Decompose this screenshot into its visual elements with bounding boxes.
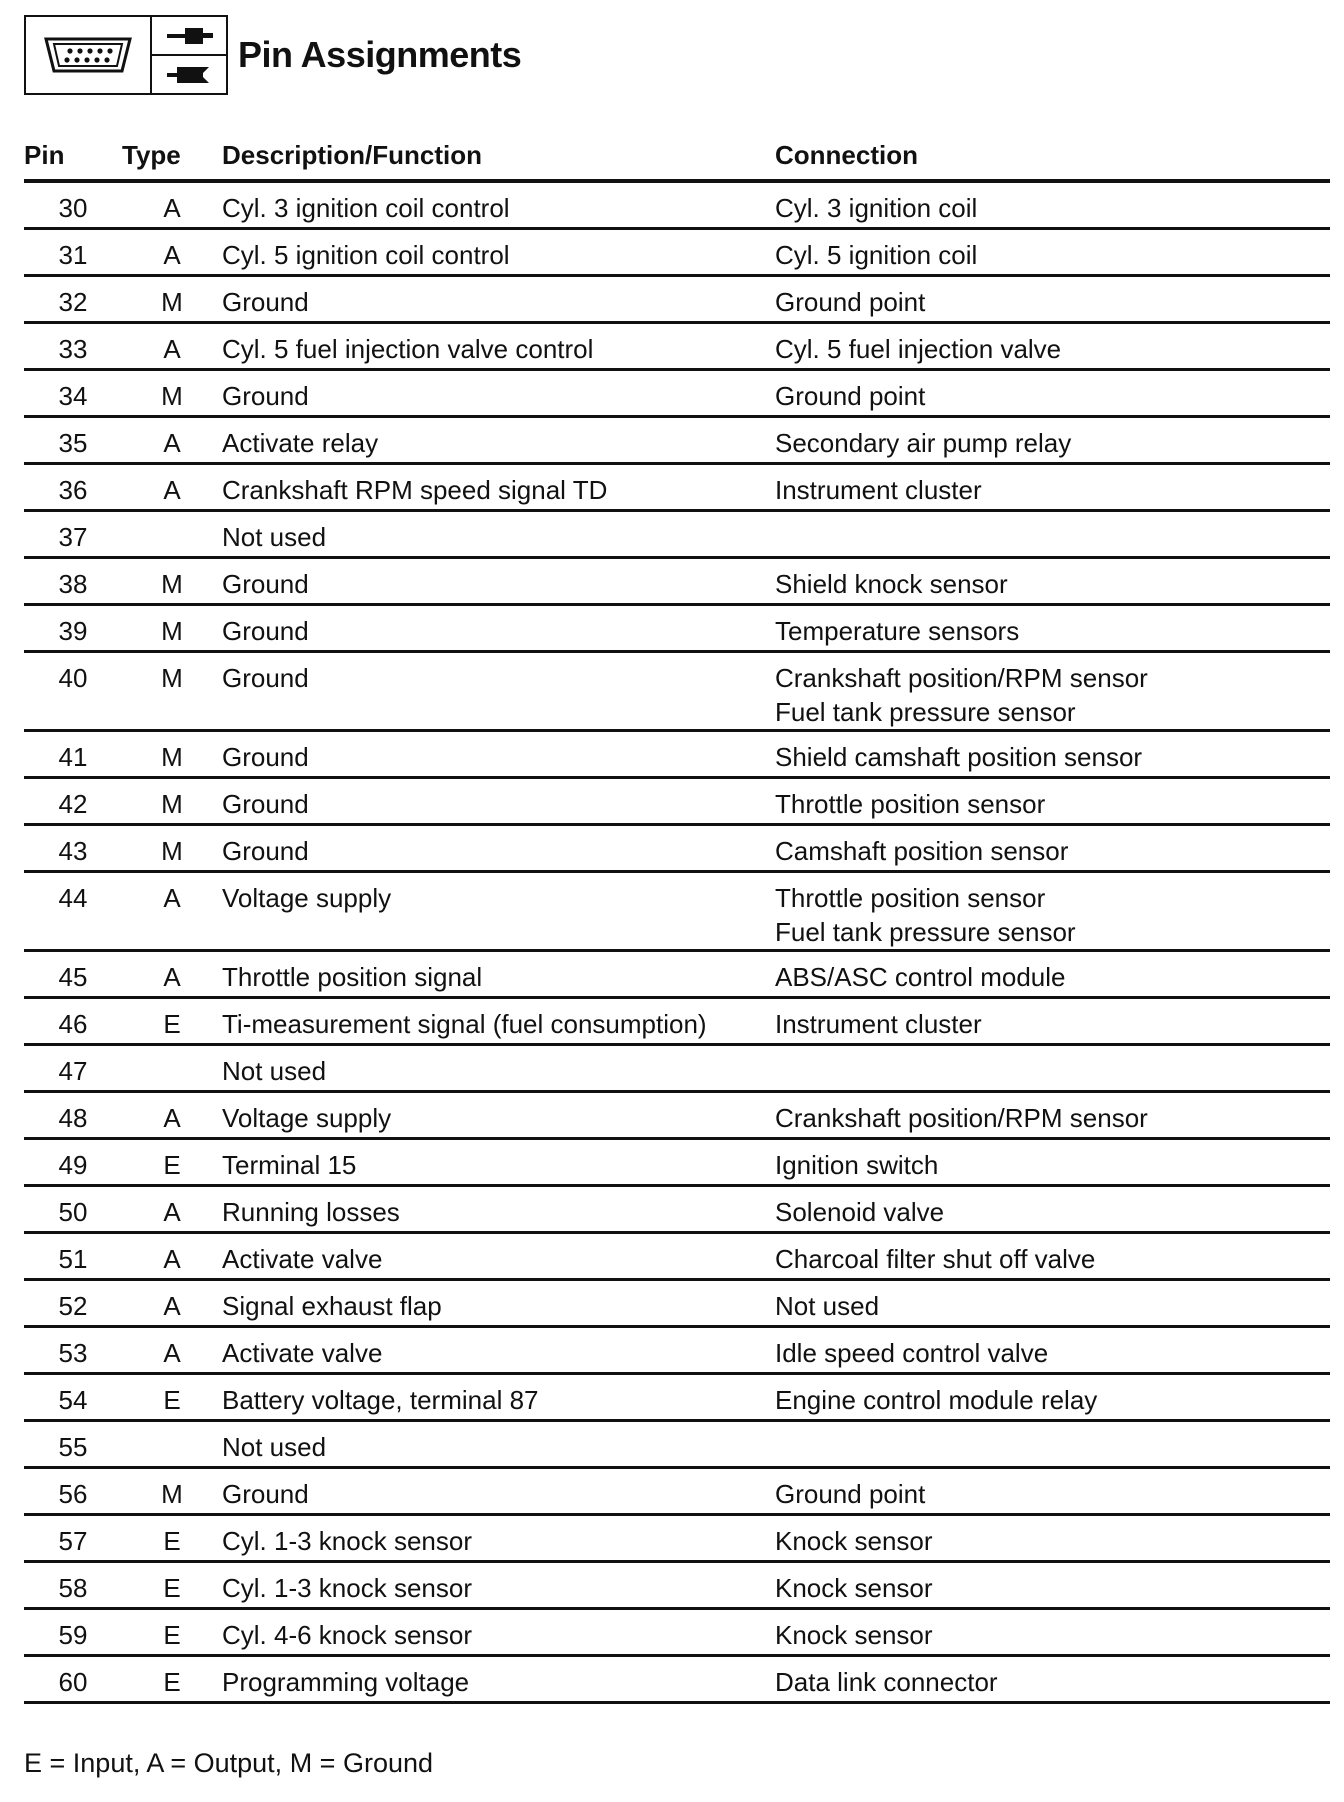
description-cell — [222, 181, 775, 229]
description-cell — [222, 1421, 775, 1468]
pin-cell — [24, 1656, 122, 1703]
type-cell — [122, 872, 222, 951]
connection-cell — [775, 1562, 1330, 1609]
pin-cell — [24, 652, 122, 731]
description-text: Voltage supply — [222, 883, 392, 913]
pin-cell — [24, 1374, 122, 1421]
description-text: Crankshaft RPM speed signal TD — [222, 475, 608, 505]
pin-cell — [24, 276, 122, 323]
connection-text: Cyl. 3 ignition coil — [775, 193, 978, 223]
connection-text: Shield knock sensor — [775, 569, 1008, 599]
type-text: A — [163, 240, 181, 270]
pin-cell — [24, 998, 122, 1045]
table-row — [24, 951, 1330, 998]
pin-text: 45 — [58, 962, 88, 992]
connection-text: Ground point — [775, 1479, 926, 1509]
type-text: E — [163, 1667, 181, 1697]
pin-text: 52 — [58, 1291, 88, 1321]
connection-cell — [775, 1609, 1330, 1656]
table-row — [24, 605, 1330, 652]
description-cell — [222, 872, 775, 951]
pin-cell — [24, 1421, 122, 1468]
connection-text: Charcoal filter shut off valve — [775, 1244, 1096, 1274]
type-text: A — [163, 1244, 181, 1274]
pin-cell — [24, 323, 122, 370]
pin-text: 50 — [58, 1197, 88, 1227]
pin-text: 53 — [58, 1338, 88, 1368]
pin-text: 55 — [58, 1432, 88, 1462]
description-cell — [222, 1656, 775, 1703]
pin-text: 38 — [58, 569, 88, 599]
connection-text: Ground point — [775, 287, 926, 317]
description-cell — [222, 229, 775, 276]
connection-text: Instrument cluster — [775, 475, 982, 505]
type-cell — [122, 1515, 222, 1562]
type-text: E — [163, 1150, 181, 1180]
pin-text: 59 — [58, 1620, 88, 1650]
pin-cell — [24, 1233, 122, 1280]
description-cell — [222, 558, 775, 605]
description-text: Cyl. 5 ignition coil control — [222, 240, 510, 270]
connection-cell — [775, 1656, 1330, 1703]
pin-text: 34 — [58, 381, 88, 411]
table-row — [24, 276, 1330, 323]
type-text: E — [163, 1009, 181, 1039]
description-text: Ground — [222, 1479, 309, 1509]
pin-text: 47 — [58, 1056, 88, 1086]
description-cell — [222, 951, 775, 998]
description-text: Terminal 15 — [222, 1150, 357, 1180]
pin-text: 35 — [58, 428, 88, 458]
connection-text: Cyl. 5 fuel injection valve — [775, 334, 1062, 364]
type-text: A — [163, 428, 181, 458]
description-cell — [222, 1562, 775, 1609]
description-cell — [222, 1233, 775, 1280]
connection-text: Knock sensor — [775, 1526, 933, 1556]
type-cell — [122, 323, 222, 370]
pin-cell — [24, 1327, 122, 1374]
type-cell — [122, 370, 222, 417]
table-header-row — [24, 136, 1330, 181]
type-cell — [122, 229, 222, 276]
description-cell — [222, 1374, 775, 1421]
table-row — [24, 1139, 1330, 1186]
table-row — [24, 1327, 1330, 1374]
pin-text: 42 — [58, 789, 88, 819]
type-text: A — [163, 334, 181, 364]
pin-in-icon — [152, 56, 226, 93]
type-cell — [122, 778, 222, 825]
table-row — [24, 872, 1330, 951]
connection-text: Cyl. 5 ignition coil — [775, 240, 978, 270]
pin-cell — [24, 1280, 122, 1327]
description-cell — [222, 778, 775, 825]
table-row — [24, 417, 1330, 464]
pin-cell — [24, 1139, 122, 1186]
connection-cell — [775, 558, 1330, 605]
type-text: M — [161, 742, 183, 772]
table-row — [24, 558, 1330, 605]
type-text: A — [163, 1197, 181, 1227]
connection-text — [775, 1430, 1330, 1464]
column-header-description: Description/Function — [222, 136, 775, 181]
table-row — [24, 1280, 1330, 1327]
pin-cell — [24, 872, 122, 951]
description-text: Voltage supply — [222, 1103, 392, 1133]
pin-assignments-table — [24, 136, 1330, 1704]
pin-out-icon — [152, 17, 226, 56]
type-cell — [122, 1139, 222, 1186]
description-text: Cyl. 4-6 knock sensor — [222, 1620, 472, 1650]
pin-text: 57 — [58, 1526, 88, 1556]
connection-cell — [775, 825, 1330, 872]
table-row — [24, 511, 1330, 558]
connection-cell — [775, 323, 1330, 370]
connection-cell — [775, 652, 1330, 731]
pin-text: 36 — [58, 475, 88, 505]
description-text: Not used — [222, 1432, 327, 1462]
connection-text: Solenoid valve — [775, 1197, 945, 1227]
type-cell — [122, 1092, 222, 1139]
description-text: Ground — [222, 742, 309, 772]
description-cell — [222, 652, 775, 731]
description-cell — [222, 1045, 775, 1092]
table-row — [24, 778, 1330, 825]
description-text: Cyl. 3 ignition coil control — [222, 193, 510, 223]
description-cell — [222, 323, 775, 370]
connection-cell — [775, 1139, 1330, 1186]
connection-cell — [775, 872, 1330, 951]
type-text — [122, 512, 222, 520]
type-text: E — [163, 1573, 181, 1603]
type-text: A — [163, 1103, 181, 1133]
description-text: Battery voltage, terminal 87 — [222, 1385, 539, 1415]
type-text: A — [163, 883, 181, 913]
connector-plug-icon — [26, 17, 152, 93]
pin-text: 33 — [58, 334, 88, 364]
pin-cell — [24, 181, 122, 229]
description-cell — [222, 1327, 775, 1374]
type-cell — [122, 276, 222, 323]
type-cell — [122, 731, 222, 778]
table-body — [24, 181, 1330, 1703]
description-text: Ground — [222, 569, 309, 599]
type-cell — [122, 605, 222, 652]
description-cell — [222, 1186, 775, 1233]
type-cell — [122, 1468, 222, 1515]
page-title: Pin Assignments — [238, 34, 522, 75]
type-text: M — [161, 663, 183, 693]
table-row — [24, 1656, 1330, 1703]
connection-cell — [775, 1186, 1330, 1233]
connection-text: Instrument cluster — [775, 1009, 982, 1039]
type-text — [122, 1046, 222, 1054]
connection-cell — [775, 1421, 1330, 1468]
table-row — [24, 1092, 1330, 1139]
pin-cell — [24, 951, 122, 998]
pin-text: 43 — [58, 836, 88, 866]
table-row — [24, 229, 1330, 276]
type-text: M — [161, 616, 183, 646]
type-text: A — [163, 193, 181, 223]
connection-cell — [775, 1092, 1330, 1139]
pin-cell — [24, 417, 122, 464]
description-cell — [222, 1515, 775, 1562]
description-text: Ti-measurement signal (fuel consumption) — [222, 1009, 707, 1039]
connection-cell — [775, 181, 1330, 229]
type-text: A — [163, 475, 181, 505]
table-row — [24, 1468, 1330, 1515]
pin-cell — [24, 1045, 122, 1092]
description-text: Programming voltage — [222, 1667, 470, 1697]
description-text: Ground — [222, 836, 309, 866]
type-text: E — [163, 1526, 181, 1556]
connection-cell — [775, 464, 1330, 511]
description-text: Ground — [222, 381, 309, 411]
pin-text: 46 — [58, 1009, 88, 1039]
type-cell — [122, 998, 222, 1045]
type-cell — [122, 1186, 222, 1233]
connection-cell — [775, 276, 1330, 323]
pin-cell — [24, 778, 122, 825]
type-text — [122, 1422, 222, 1430]
description-text: Signal exhaust flap — [222, 1291, 442, 1321]
connection-text: Not used — [775, 1291, 880, 1321]
type-cell — [122, 1374, 222, 1421]
description-cell — [222, 731, 775, 778]
type-cell — [122, 1562, 222, 1609]
header-icon-box — [24, 15, 228, 95]
table-row — [24, 652, 1330, 731]
table-row — [24, 1233, 1330, 1280]
type-cell — [122, 181, 222, 229]
type-text: E — [163, 1620, 181, 1650]
type-cell — [122, 511, 222, 558]
connection-text: Data link connector — [775, 1667, 998, 1697]
description-cell — [222, 1280, 775, 1327]
description-cell — [222, 1092, 775, 1139]
connection-cell — [775, 1468, 1330, 1515]
table-row — [24, 370, 1330, 417]
connection-cell — [775, 731, 1330, 778]
page-header — [24, 14, 521, 96]
description-cell — [222, 825, 775, 872]
type-text: M — [161, 789, 183, 819]
connection-cell — [775, 1515, 1330, 1562]
pin-text: 37 — [58, 522, 88, 552]
description-text: Not used — [222, 522, 327, 552]
description-cell — [222, 1609, 775, 1656]
pin-text: 60 — [58, 1667, 88, 1697]
connection-cell — [775, 778, 1330, 825]
connection-text: Ignition switch — [775, 1150, 939, 1180]
table-row — [24, 1045, 1330, 1092]
connection-text: Ground point — [775, 381, 926, 411]
type-text: A — [163, 962, 181, 992]
connection-text: Temperature sensors — [775, 616, 1020, 646]
connection-text — [775, 1054, 1330, 1088]
description-cell — [222, 1139, 775, 1186]
column-header-type: Type — [122, 136, 222, 181]
type-cell — [122, 951, 222, 998]
connection-text: Throttle position sensor — [775, 883, 1046, 913]
type-cell — [122, 1280, 222, 1327]
table-row — [24, 1421, 1330, 1468]
type-text: M — [161, 569, 183, 599]
description-text: Ground — [222, 789, 309, 819]
pin-cell — [24, 558, 122, 605]
pin-cell — [24, 511, 122, 558]
connection-cell — [775, 511, 1330, 558]
connection-cell — [775, 605, 1330, 652]
pin-text: 41 — [58, 742, 88, 772]
connection-text: Knock sensor — [775, 1573, 933, 1603]
connection-cell — [775, 417, 1330, 464]
pin-text: 56 — [58, 1479, 88, 1509]
type-text: M — [161, 836, 183, 866]
pin-text: 30 — [58, 193, 88, 223]
table-row — [24, 464, 1330, 511]
description-cell — [222, 605, 775, 652]
table-row — [24, 181, 1330, 229]
connection-text: Crankshaft position/RPM sensor — [775, 1103, 1148, 1133]
connection-text: Engine control module relay — [775, 1385, 1098, 1415]
type-text: M — [161, 381, 183, 411]
pin-text: 58 — [58, 1573, 88, 1603]
table-row — [24, 1562, 1330, 1609]
pin-cell — [24, 1515, 122, 1562]
type-cell — [122, 1609, 222, 1656]
table-row — [24, 323, 1330, 370]
description-text: Ground — [222, 616, 309, 646]
type-text: A — [163, 1338, 181, 1368]
description-text: Running losses — [222, 1197, 400, 1227]
description-cell — [222, 276, 775, 323]
type-cell — [122, 825, 222, 872]
table-row — [24, 1374, 1330, 1421]
pin-text: 40 — [58, 663, 88, 693]
type-text: A — [163, 1291, 181, 1321]
pin-text: 44 — [58, 883, 88, 913]
type-legend: E = Input, A = Output, M = Ground — [24, 1748, 434, 1778]
pin-cell — [24, 731, 122, 778]
description-text: Cyl. 1-3 knock sensor — [222, 1573, 472, 1603]
connection-cell — [775, 1374, 1330, 1421]
column-header-connection: Connection — [775, 136, 1330, 181]
type-text: E — [163, 1385, 181, 1415]
pin-cell — [24, 229, 122, 276]
connection-text: Knock sensor — [775, 1620, 933, 1650]
table-row — [24, 998, 1330, 1045]
connection-cell — [775, 370, 1330, 417]
description-cell — [222, 511, 775, 558]
description-text: Activate valve — [222, 1244, 383, 1274]
table-row — [24, 1515, 1330, 1562]
connection-text: Idle speed control valve — [775, 1338, 1049, 1368]
type-cell — [122, 417, 222, 464]
description-text: Cyl. 1-3 knock sensor — [222, 1526, 472, 1556]
connection-text: Fuel tank pressure sensor — [775, 917, 1076, 947]
description-text: Not used — [222, 1056, 327, 1086]
pin-cell — [24, 1609, 122, 1656]
connection-cell — [775, 1233, 1330, 1280]
pin-cell — [24, 370, 122, 417]
type-text: M — [161, 1479, 183, 1509]
description-cell — [222, 1468, 775, 1515]
pin-text: 48 — [58, 1103, 88, 1133]
type-cell — [122, 1327, 222, 1374]
connection-text: Camshaft position sensor — [775, 836, 1069, 866]
connection-cell — [775, 951, 1330, 998]
type-cell — [122, 558, 222, 605]
type-cell — [122, 464, 222, 511]
type-cell — [122, 1045, 222, 1092]
connection-text: Throttle position sensor — [775, 789, 1046, 819]
pin-cell — [24, 825, 122, 872]
pin-cell — [24, 605, 122, 652]
connection-text: Crankshaft position/RPM sensor — [775, 663, 1148, 693]
connection-cell — [775, 1280, 1330, 1327]
description-cell — [222, 370, 775, 417]
type-cell — [122, 652, 222, 731]
connection-cell — [775, 229, 1330, 276]
table-row — [24, 825, 1330, 872]
column-header-pin: Pin — [24, 136, 122, 181]
pin-direction-icon — [152, 17, 226, 93]
pin-cell — [24, 1186, 122, 1233]
table-row — [24, 1609, 1330, 1656]
pin-cell — [24, 1092, 122, 1139]
connection-text: Shield camshaft position sensor — [775, 742, 1143, 772]
description-cell — [222, 417, 775, 464]
pin-text: 32 — [58, 287, 88, 317]
pin-text: 39 — [58, 616, 88, 646]
connection-text: Fuel tank pressure sensor — [775, 697, 1076, 727]
pin-text: 31 — [58, 240, 88, 270]
connection-text — [775, 520, 1330, 554]
table-row — [24, 1186, 1330, 1233]
description-text: Activate valve — [222, 1338, 383, 1368]
description-text: Activate relay — [222, 428, 379, 458]
connection-cell — [775, 1045, 1330, 1092]
pin-text: 54 — [58, 1385, 88, 1415]
connection-cell — [775, 1327, 1330, 1374]
pin-text: 51 — [58, 1244, 88, 1274]
description-text: Ground — [222, 663, 309, 693]
table-row — [24, 731, 1330, 778]
pin-cell — [24, 464, 122, 511]
description-cell — [222, 998, 775, 1045]
type-cell — [122, 1656, 222, 1703]
description-cell — [222, 464, 775, 511]
connection-text: Secondary air pump relay — [775, 428, 1072, 458]
connection-text: ABS/ASC control module — [775, 962, 1066, 992]
type-cell — [122, 1421, 222, 1468]
description-text: Cyl. 5 fuel injection valve control — [222, 334, 594, 364]
pin-cell — [24, 1468, 122, 1515]
type-cell — [122, 1233, 222, 1280]
description-text: Throttle position signal — [222, 962, 483, 992]
pin-text: 49 — [58, 1150, 88, 1180]
type-text: M — [161, 287, 183, 317]
pin-cell — [24, 1562, 122, 1609]
description-text: Ground — [222, 287, 309, 317]
connection-cell — [775, 998, 1330, 1045]
